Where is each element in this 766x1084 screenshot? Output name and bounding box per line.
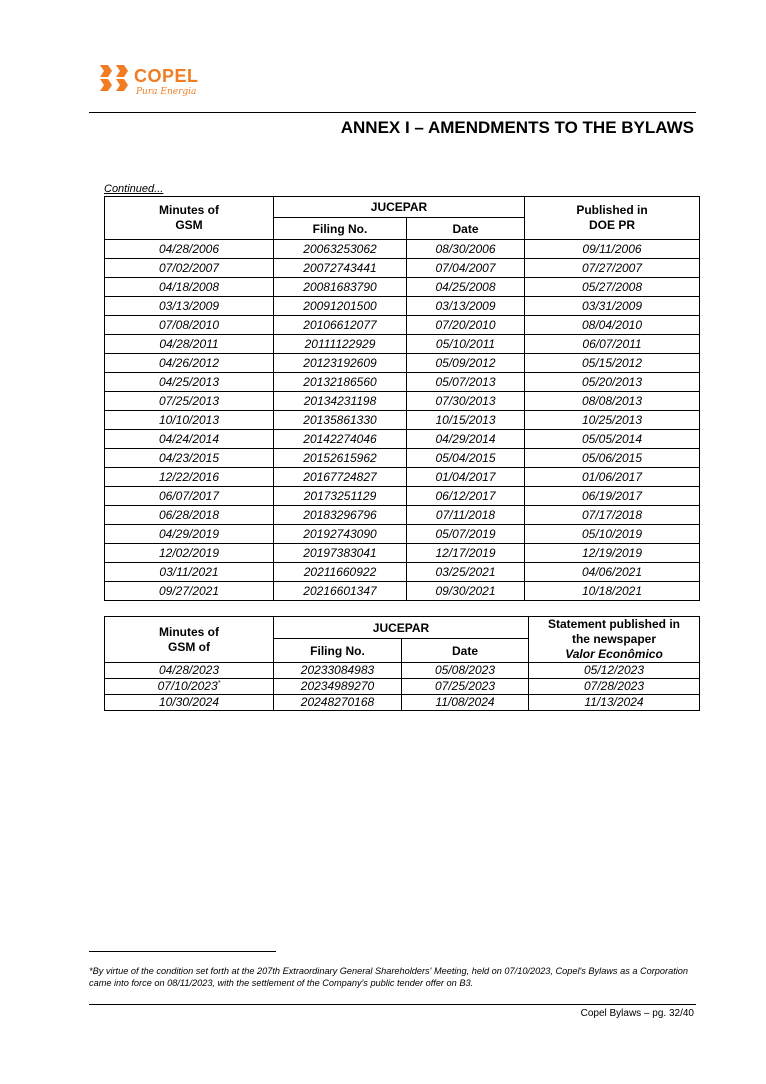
page-title: ANNEX I – AMENDMENTS TO THE BYLAWS: [340, 118, 694, 137]
cell-date: 05/08/2023: [402, 663, 529, 679]
cell-minutes: 03/13/2009: [105, 297, 274, 316]
table-row: [105, 544, 700, 563]
recent-amendments-table-body: [105, 663, 700, 711]
cell-published: 06/19/2017: [525, 487, 700, 506]
cell-filing-no: 20234989270: [274, 679, 402, 695]
cell-minutes: 12/22/2016: [105, 468, 274, 487]
cell-filing-no: 20123192609: [274, 354, 407, 373]
cell-minutes: 04/28/2023: [105, 663, 274, 679]
cell-minutes: 09/27/2021: [105, 582, 274, 601]
col-filing-no: Filing No.: [274, 218, 407, 240]
cell-filing-no: 20173251129: [274, 487, 407, 506]
recent-amendments-table: [104, 616, 700, 711]
cell-published: 05/05/2014: [525, 430, 700, 449]
cell-published: 05/06/2015: [525, 449, 700, 468]
col-jucepar-2: JUCEPAR: [274, 617, 529, 639]
table-row: [105, 316, 700, 335]
cell-date: 07/25/2023: [402, 679, 529, 695]
cell-date: 01/04/2017: [407, 468, 525, 487]
cell-filing-no: 20192743090: [274, 525, 407, 544]
amendments-table: [104, 196, 700, 601]
amendments-table-body: [105, 240, 700, 601]
cell-date: 10/15/2013: [407, 411, 525, 430]
table-row: [105, 354, 700, 373]
footnote: *By virtue of the condition set forth at the 207th Extraordinary General Shareholders' Meeting, held on 07/10/2023, Copel's Bylaws as a Corporation came into force on 08/11/2023, with the settlement of the Company's public tender offer on B3.: [89, 966, 689, 988]
col-jucepar: JUCEPAR: [274, 197, 525, 218]
cell-published: 07/17/2018: [525, 506, 700, 525]
table-row: [105, 259, 700, 278]
cell-minutes: 04/18/2008: [105, 278, 274, 297]
table-row: [105, 563, 700, 582]
cell-date: 11/08/2024: [402, 695, 529, 711]
cell-minutes: 04/28/2011: [105, 335, 274, 354]
cell-minutes: 04/25/2013: [105, 373, 274, 392]
cell-filing-no: 20142274046: [274, 430, 407, 449]
cell-minutes: 07/10/2023*: [105, 679, 274, 695]
cell-filing-no: 20111122929: [274, 335, 407, 354]
footnote-divider: [89, 951, 276, 952]
cell-published: 07/27/2007: [525, 259, 700, 278]
footer-divider: [89, 1004, 696, 1005]
col-published-doe: Published in DOE PR: [525, 197, 700, 240]
table-row: [105, 297, 700, 316]
cell-published: 08/08/2013: [525, 392, 700, 411]
cell-filing-no: 20063253062: [274, 240, 407, 259]
cell-published: 05/20/2013: [525, 373, 700, 392]
cell-filing-no: 20152615962: [274, 449, 407, 468]
cell-published: 05/15/2012: [525, 354, 700, 373]
cell-date: 07/04/2007: [407, 259, 525, 278]
col-date: Date: [407, 218, 525, 240]
copel-emblem-icon: [98, 62, 130, 94]
col-filing-no-2: Filing No.: [274, 639, 402, 663]
cell-date: 06/12/2017: [407, 487, 525, 506]
cell-published: 05/10/2019: [525, 525, 700, 544]
cell-filing-no: 20233084983: [274, 663, 402, 679]
cell-filing-no: 20197383041: [274, 544, 407, 563]
col-minutes-gsm: Minutes of GSM: [105, 197, 274, 240]
cell-minutes: 07/25/2013: [105, 392, 274, 411]
cell-date: 03/13/2009: [407, 297, 525, 316]
cell-filing-no: 20183296796: [274, 506, 407, 525]
cell-published: 10/18/2021: [525, 582, 700, 601]
cell-date: 07/11/2018: [407, 506, 525, 525]
copel-logo: [98, 62, 208, 102]
cell-date: 04/25/2008: [407, 278, 525, 297]
cell-date: 05/07/2013: [407, 373, 525, 392]
cell-minutes: 04/28/2006: [105, 240, 274, 259]
cell-published: 01/06/2017: [525, 468, 700, 487]
cell-published: 04/06/2021: [525, 563, 700, 582]
page-number: Copel Bylaws – pg. 32/40: [580, 1008, 694, 1019]
cell-published: 05/12/2023: [529, 663, 700, 679]
cell-date: 03/25/2021: [407, 563, 525, 582]
cell-filing-no: 20167724827: [274, 468, 407, 487]
table-row: [105, 373, 700, 392]
cell-filing-no: 20081683790: [274, 278, 407, 297]
cell-minutes: 10/30/2024: [105, 695, 274, 711]
cell-filing-no: 20211660922: [274, 563, 407, 582]
cell-minutes: 07/08/2010: [105, 316, 274, 335]
cell-published: 06/07/2011: [525, 335, 700, 354]
table-row: [105, 392, 700, 411]
col-date-2: Date: [402, 639, 529, 663]
cell-filing-no: 20072743441: [274, 259, 407, 278]
table-row: [105, 487, 700, 506]
cell-date: 05/04/2015: [407, 449, 525, 468]
cell-date: 08/30/2006: [407, 240, 525, 259]
cell-published: 12/19/2019: [525, 544, 700, 563]
continued-label: Continued...: [104, 183, 164, 195]
cell-minutes: 04/26/2012: [105, 354, 274, 373]
logo-slogan: Pura Energia: [136, 87, 197, 97]
table-row: [105, 663, 700, 679]
cell-date: 05/10/2011: [407, 335, 525, 354]
table-row: [105, 430, 700, 449]
table-row: [105, 449, 700, 468]
cell-filing-no: 20248270168: [274, 695, 402, 711]
cell-filing-no: 20106612077: [274, 316, 407, 335]
cell-filing-no: 20135861330: [274, 411, 407, 430]
cell-published: 09/11/2006: [525, 240, 700, 259]
cell-filing-no: 20132186560: [274, 373, 407, 392]
cell-date: 07/30/2013: [407, 392, 525, 411]
cell-date: 04/29/2014: [407, 430, 525, 449]
table-row: [105, 411, 700, 430]
cell-date: 07/20/2010: [407, 316, 525, 335]
cell-published: 05/27/2008: [525, 278, 700, 297]
col-statement-published: Statement published in the newspaper Valor Econômico: [529, 617, 700, 663]
cell-published: 08/04/2010: [525, 316, 700, 335]
cell-date: 12/17/2019: [407, 544, 525, 563]
cell-published: 07/28/2023: [529, 679, 700, 695]
table-row: [105, 506, 700, 525]
logo-wordmark: COPEL: [134, 66, 199, 86]
table-row: [105, 695, 700, 711]
table-row: [105, 240, 700, 259]
cell-minutes: 12/02/2019: [105, 544, 274, 563]
table-row: [105, 582, 700, 601]
col-minutes-gsm-of: Minutes of GSM of: [105, 617, 274, 663]
cell-minutes: 10/10/2013: [105, 411, 274, 430]
cell-filing-no: 20134231198: [274, 392, 407, 411]
cell-minutes: 04/29/2019: [105, 525, 274, 544]
cell-minutes: 07/02/2007: [105, 259, 274, 278]
footnote-marker: *: [217, 680, 221, 687]
table-row: [105, 679, 700, 695]
cell-minutes: 04/24/2014: [105, 430, 274, 449]
cell-published: 11/13/2024: [529, 695, 700, 711]
table-row: [105, 525, 700, 544]
table-row: [105, 468, 700, 487]
table-row: [105, 278, 700, 297]
cell-date: 05/09/2012: [407, 354, 525, 373]
cell-date: 05/07/2019: [407, 525, 525, 544]
cell-published: 03/31/2009: [525, 297, 700, 316]
table-row: [105, 335, 700, 354]
cell-minutes: 06/28/2018: [105, 506, 274, 525]
cell-minutes: 04/23/2015: [105, 449, 274, 468]
cell-published: 10/25/2013: [525, 411, 700, 430]
cell-minutes: 06/07/2017: [105, 487, 274, 506]
cell-filing-no: 20216601347: [274, 582, 407, 601]
cell-date: 09/30/2021: [407, 582, 525, 601]
cell-filing-no: 20091201500: [274, 297, 407, 316]
cell-minutes: 03/11/2021: [105, 563, 274, 582]
header-divider: [89, 112, 696, 113]
